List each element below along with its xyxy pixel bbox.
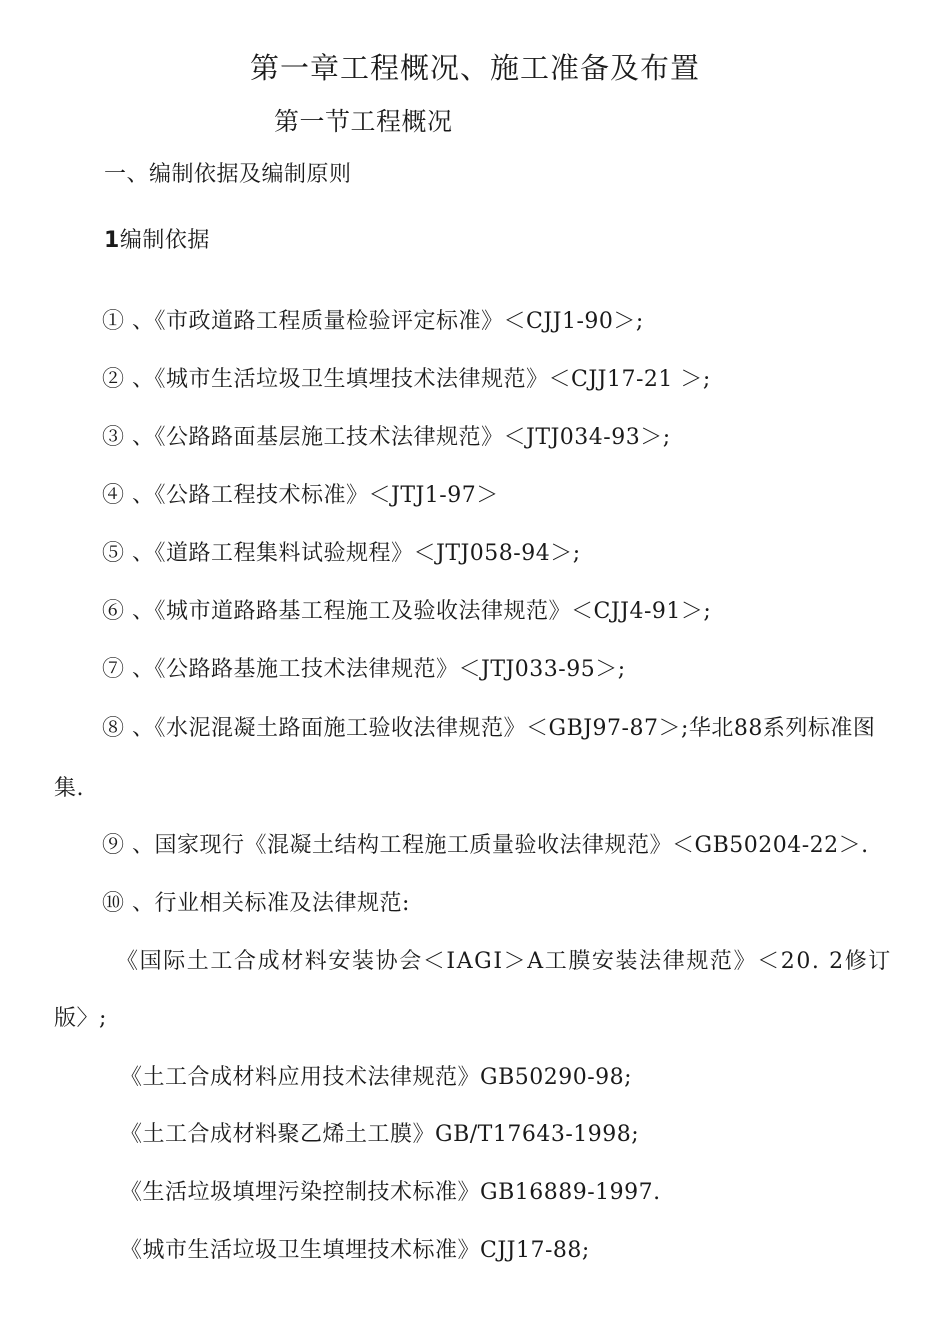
heading-compilation-basis-principles: 一、编制依据及编制原则 [104,162,352,187]
standard-reference: 《土工合成材料应用技术法律规范》GB50290-98; [120,1065,633,1090]
list-item: ① 、《市政道路工程质量检验评定标准》＜CJJ1-90＞; [102,309,644,334]
list-item: ⑥ 、《城市道路路基工程施工及验收法律规范》＜CJJ4-91＞; [102,599,712,624]
heading-number: 1 [104,228,120,253]
standard-reference: 《生活垃圾填埋污染控制技术标准》GB16889-1997. [120,1180,661,1205]
list-item: ② 、《城市生活垃圾卫生填埋技术法律规范》＜CJJ17-21 ＞; [102,367,711,392]
list-item: ⑧ 、《水泥混凝土路面施工验收法律规范》＜GBJ97-87＞;华北88系列标准图 [102,716,876,741]
list-item: ④ 、《公路工程技术标准》＜JTJ1-97＞ [102,483,499,508]
list-item: ⑨ 、国家现行《混凝土结构工程施工质量验收法律规范》＜GB50204-22＞. [102,833,869,858]
standard-reference: 《土工合成材料聚乙烯土工膜》GB/T17643-1998; [120,1122,640,1147]
heading-compilation-basis [104,226,210,256]
standard-reference-continuation: 版〉; [54,1006,107,1031]
list-item: ⑦ 、《公路路基施工技术法律规范》＜JTJ033-95＞; [102,657,626,682]
standard-reference: 《城市生活垃圾卫生填埋技术标准》CJJ17-88; [120,1238,590,1263]
heading-text: 编制依据 [119,228,210,253]
list-item-continuation: 集. [54,776,84,801]
chapter-title: 第一章工程概况、施工准备及布置 [249,51,700,85]
standard-reference: 《国际土工合成材料安装协会＜IAGI＞A工膜安装法律规范》＜20. 2修订 [116,949,892,974]
list-item: ⑤ 、《道路工程集料试验规程》＜JTJ058-94＞; [102,541,581,566]
section-title: 第一节工程概况 [274,107,453,136]
list-item: ③ 、《公路路面基层施工技术法律规范》＜JTJ034-93＞; [102,425,671,450]
list-item: ⑩ 、行业相关标准及法律规范: [102,891,410,916]
